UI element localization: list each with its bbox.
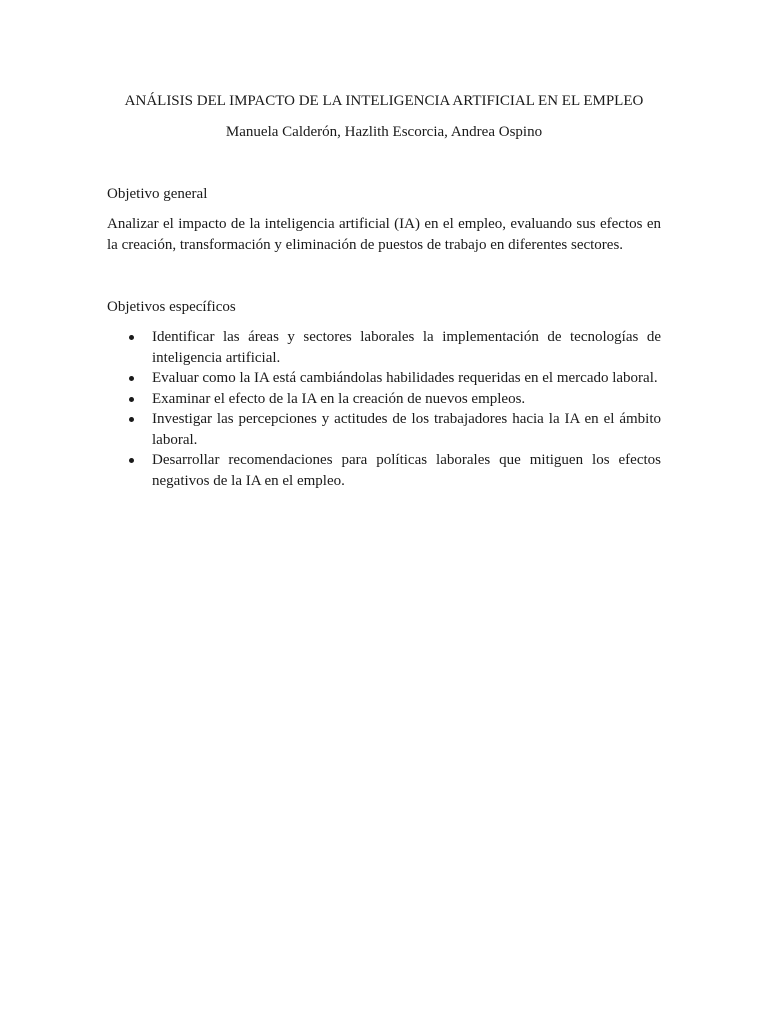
list-item-text: Examinar el efecto de la IA en la creación de nuevos empleos. — [152, 390, 526, 407]
specific-objectives-heading: Objetivos específicos — [107, 299, 236, 315]
list-item-text: Desarrollar recomendaciones para políticas laborales que mitiguen los efectos negativos de la IA en el empleo. — [152, 452, 661, 489]
bullet-icon — [129, 397, 134, 402]
list-item — [107, 450, 661, 491]
list-item — [107, 327, 661, 368]
bullet-icon — [129, 417, 134, 422]
list-item — [107, 368, 661, 389]
list-item — [107, 409, 661, 450]
bullet-icon — [129, 458, 134, 463]
bullet-icon — [129, 335, 134, 340]
bullet-icon — [129, 376, 134, 381]
document-title: ANÁLISIS DEL IMPACTO DE LA INTELIGENCIA ARTIFICIAL EN EL EMPLEO — [124, 93, 644, 109]
list-item — [107, 389, 661, 410]
general-objective-heading: Objetivo general — [107, 186, 208, 202]
list-item-text: Investigar las percepciones y actitudes de los trabajadores hacia la IA en el ámbito laboral. — [152, 411, 661, 448]
document-authors: Manuela Calderón, Hazlith Escorcia, Andrea Ospino — [225, 124, 543, 140]
general-objective-text: Analizar el impacto de la inteligencia artificial (IA) en el empleo, evaluando sus efectos en la creación, transformación y eliminación de puestos de trabajo en diferentes sectores. — [107, 216, 661, 253]
specific-objectives-list — [107, 327, 661, 491]
list-item-text: Evaluar como la IA está cambiándolas habilidades requeridas en el mercado laboral. — [152, 370, 658, 386]
list-item-text: Identificar las áreas y sectores laborales la implementación de tecnologías de inteligencia artificial. — [152, 329, 661, 366]
